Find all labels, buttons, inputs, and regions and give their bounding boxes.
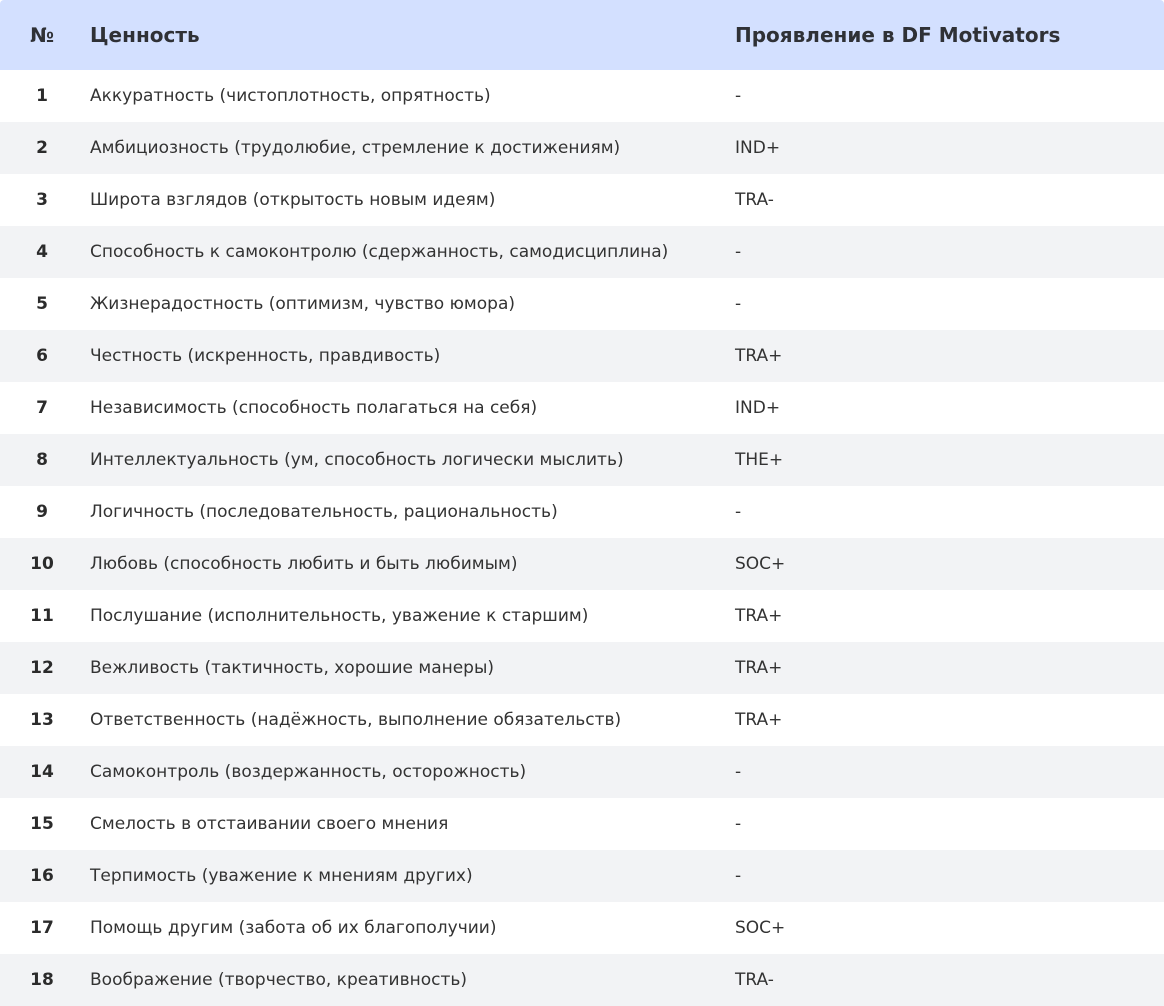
row-df: TRA+ — [735, 606, 783, 626]
row-df: IND+ — [735, 398, 781, 418]
table-row — [0, 278, 1164, 330]
table-row — [0, 174, 1164, 226]
row-df: TRA- — [735, 970, 774, 990]
row-number: 2 — [36, 138, 48, 158]
row-value: Независимость (способность полагаться на себя) — [90, 398, 538, 418]
table-row — [0, 226, 1164, 278]
row-number: 13 — [30, 710, 54, 730]
row-df: SOC+ — [735, 554, 786, 574]
header-number: № — [29, 23, 55, 47]
header-df-motivators: Проявление в DF Motivators — [735, 23, 1061, 47]
row-value: Интеллектуальность (ум, способность логически мыслить) — [90, 450, 624, 470]
row-value: Смелость в отстаивании своего мнения — [90, 814, 449, 834]
table-row — [0, 538, 1164, 590]
row-df: - — [735, 762, 742, 782]
row-value: Ответственность (надёжность, выполнение обязательств) — [90, 710, 622, 730]
table-row — [0, 902, 1164, 954]
table-row — [0, 330, 1164, 382]
table-row — [0, 850, 1164, 902]
row-df: - — [735, 502, 742, 522]
row-value: Воображение (творчество, креативность) — [90, 970, 468, 990]
row-number: 16 — [30, 866, 54, 886]
row-number: 12 — [30, 658, 54, 678]
table-body — [0, 70, 1164, 1006]
row-value: Аккуратность (чистоплотность, опрятность) — [90, 86, 491, 106]
row-value: Любовь (способность любить и быть любимым) — [90, 554, 518, 574]
table-row — [0, 70, 1164, 122]
row-df: - — [735, 86, 742, 106]
row-number: 7 — [36, 398, 48, 418]
row-number: 18 — [30, 970, 54, 990]
row-number: 10 — [30, 554, 54, 574]
table-row — [0, 382, 1164, 434]
row-df: TRA- — [735, 190, 774, 210]
row-value: Амбициозность (трудолюбие, стремление к достижениям) — [90, 138, 621, 158]
row-df: SOC+ — [735, 918, 786, 938]
table-row — [0, 486, 1164, 538]
row-number: 1 — [36, 86, 48, 106]
row-df: - — [735, 294, 742, 314]
row-df: TRA+ — [735, 710, 783, 730]
row-number: 17 — [30, 918, 54, 938]
row-number: 9 — [36, 502, 48, 522]
row-value: Логичность (последовательность, рациональность) — [90, 502, 558, 522]
row-df: TRA+ — [735, 346, 783, 366]
table-header — [0, 0, 1164, 70]
row-number: 4 — [36, 242, 48, 262]
row-number: 3 — [36, 190, 48, 210]
row-number: 14 — [30, 762, 54, 782]
table-row — [0, 746, 1164, 798]
row-value: Жизнерадостность (оптимизм, чувство юмора) — [90, 294, 515, 314]
header-value: Ценность — [90, 23, 200, 47]
table-row — [0, 122, 1164, 174]
row-value: Способность к самоконтролю (сдержанность, самодисциплина) — [90, 242, 669, 262]
row-value: Широта взглядов (открытость новым идеям) — [90, 190, 496, 210]
row-df: - — [735, 866, 742, 886]
row-value: Послушание (исполнительность, уважение к старшим) — [90, 606, 589, 626]
row-value: Честность (искренность, правдивость) — [90, 346, 441, 366]
row-df: IND+ — [735, 138, 781, 158]
table-row — [0, 798, 1164, 850]
row-df: TRA+ — [735, 658, 783, 678]
table-row — [0, 954, 1164, 1006]
table-row — [0, 590, 1164, 642]
table-row — [0, 434, 1164, 486]
row-df: - — [735, 814, 742, 834]
row-number: 11 — [30, 606, 54, 626]
row-df: - — [735, 242, 742, 262]
row-number: 8 — [36, 450, 48, 470]
row-number: 6 — [36, 346, 48, 366]
table-row — [0, 694, 1164, 746]
row-value: Самоконтроль (воздержанность, осторожность) — [90, 762, 527, 782]
row-df: THE+ — [735, 450, 784, 470]
row-number: 5 — [36, 294, 48, 314]
row-value: Терпимость (уважение к мнениям других) — [90, 866, 473, 886]
row-number: 15 — [30, 814, 54, 834]
table-row — [0, 642, 1164, 694]
row-value: Вежливость (тактичность, хорошие манеры) — [90, 658, 495, 678]
row-value: Помощь другим (забота об их благополучии) — [90, 918, 497, 938]
